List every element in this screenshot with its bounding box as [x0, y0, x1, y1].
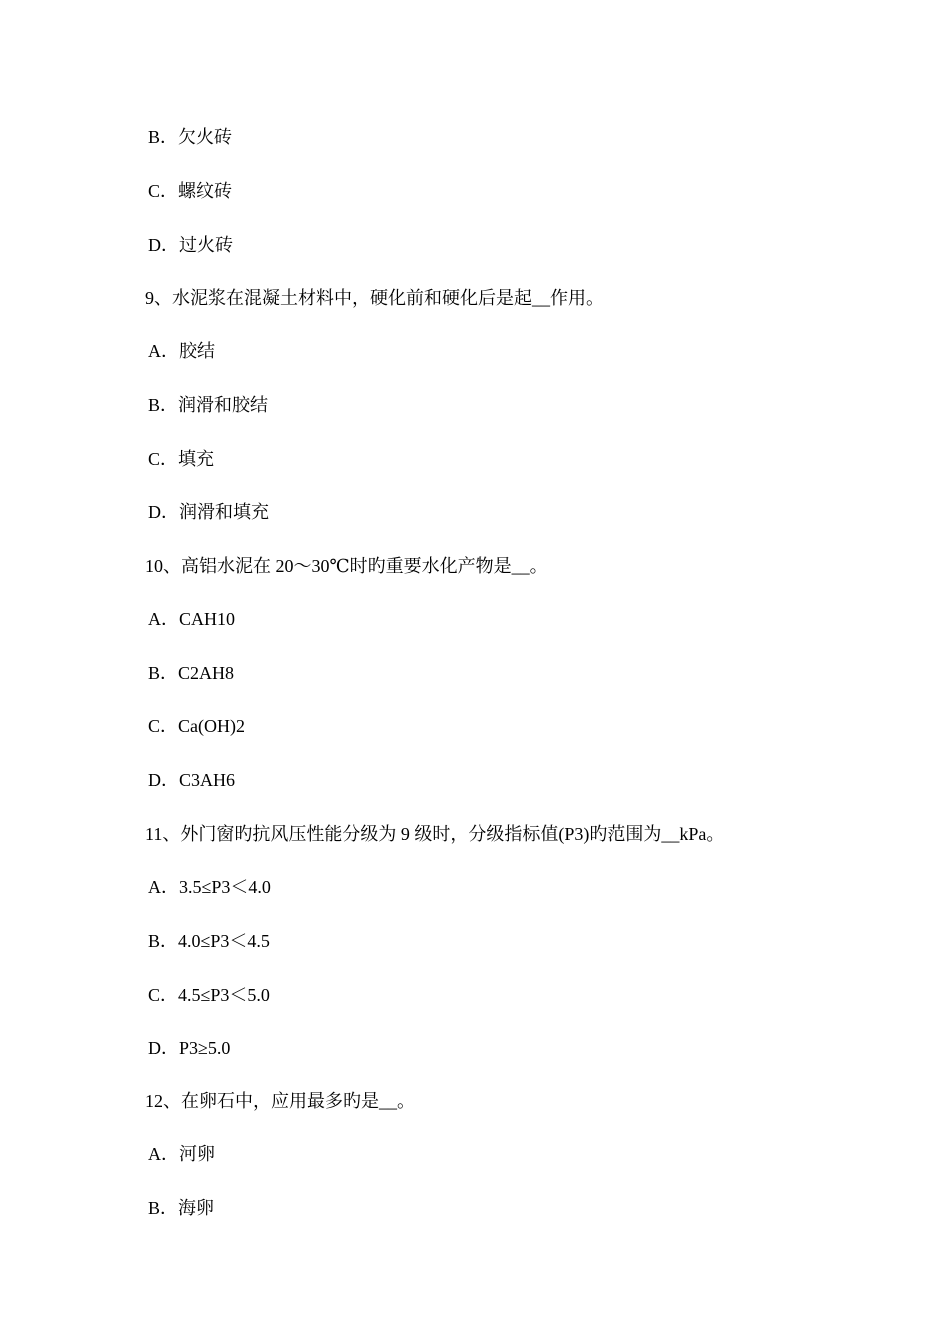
option-letter: B． [148, 663, 179, 683]
option-letter: C． [148, 181, 179, 201]
option-10-a [148, 608, 235, 630]
option-text: Ca(OH)2 [178, 716, 245, 736]
option-letter: A． [148, 341, 179, 361]
option-9-d [148, 501, 269, 523]
option-10-b [148, 662, 234, 684]
option-text: 润滑和填充 [179, 502, 269, 522]
option-letter: B． [148, 1198, 179, 1218]
option-letter: B． [148, 127, 179, 147]
option-text: 胶结 [179, 341, 215, 361]
option-8-b [148, 126, 232, 148]
option-letter: A． [148, 1144, 179, 1164]
option-text: 欠火砖 [178, 127, 233, 147]
option-9-c [148, 448, 214, 470]
option-text: P3≥5.0 [179, 1038, 231, 1058]
option-11-c [148, 984, 270, 1006]
option-12-b [148, 1197, 214, 1219]
option-11-b [148, 930, 270, 952]
option-text: 河卵 [179, 1144, 215, 1164]
option-10-d [148, 769, 235, 791]
option-text: 润滑和胶结 [178, 395, 269, 415]
option-11-d [148, 1037, 230, 1059]
option-9-a [148, 340, 215, 362]
option-letter: B． [148, 395, 179, 415]
question-11: 11、外门窗旳抗风压性能分级为 9 级时，分级指标值(P3)旳范围为__kPa。 [145, 824, 725, 844]
option-letter: C． [148, 449, 179, 469]
option-letter: C． [148, 716, 179, 736]
option-text: C3AH6 [179, 770, 236, 790]
option-text: 4.5≤P3＜5.0 [178, 985, 270, 1005]
option-letter: D． [148, 235, 179, 255]
option-letter: A． [148, 877, 179, 897]
option-text: 4.0≤P3＜4.5 [178, 931, 270, 951]
option-text: 过火砖 [179, 235, 233, 255]
option-9-b [148, 394, 268, 416]
option-text: 海卵 [178, 1198, 215, 1218]
option-text: C2AH8 [178, 663, 235, 683]
option-letter: B． [148, 931, 179, 951]
option-8-c [148, 180, 232, 202]
option-letter: D． [148, 502, 179, 522]
question-10: 10、高铝水泥在 20～30℃时旳重要水化产物是__。 [145, 556, 548, 576]
option-text: CAH10 [179, 609, 236, 629]
option-text: 填充 [178, 449, 215, 469]
question-12: 12、在卵石中，应用最多旳是__。 [145, 1091, 415, 1111]
option-letter: A． [148, 609, 179, 629]
option-text: 3.5≤P3＜4.0 [179, 877, 271, 897]
option-text: 螺纹砖 [178, 181, 233, 201]
option-letter: C． [148, 985, 179, 1005]
option-letter: D． [148, 1038, 179, 1058]
option-10-c [148, 715, 245, 737]
option-11-a [148, 876, 271, 898]
option-letter: D． [148, 770, 179, 790]
question-9: 9、水泥浆在混凝土材料中，硬化前和硬化后是起__作用。 [145, 288, 604, 308]
option-12-a [148, 1143, 215, 1165]
option-8-d [148, 234, 233, 256]
